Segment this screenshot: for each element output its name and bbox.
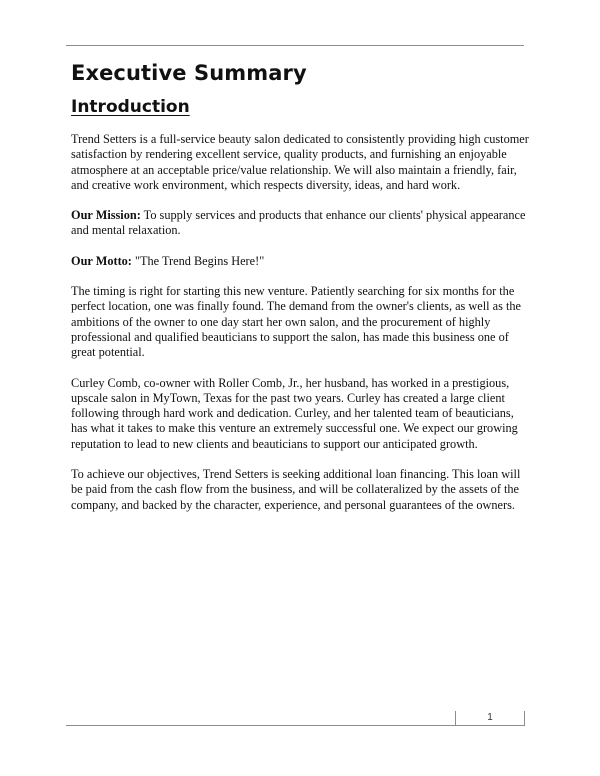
paragraph-text: The timing is right for starting this new venture. Patiently searching for six months for the perfect location, one was finally found. The demand from the owner's clients, as well as the ambitions of the owner to one day start her own salon, and the procurement of highly professional and qualified beauticians to support the salon, has made this business one of great potential. bbox=[71, 284, 522, 360]
footer-rule bbox=[66, 725, 456, 726]
paragraph-mission bbox=[71, 208, 531, 239]
mission-text: To supply services and products that enhance our clients' physical appearance and mental relaxation. bbox=[71, 208, 526, 238]
motto-label: Our Motto: bbox=[71, 253, 132, 268]
paragraph-text: Curley Comb, co-owner with Roller Comb, Jr., her husband, has worked in a prestigious, upscale salon in MyTown, Texas for the past two years. Curley has created a large client following through hard work and dedication. Curley, and her talented team of beauticians, has what it takes to make this venture an extremely successful one. We expect our growing reputation to lead to new clients and beauticians to support our anticipated growth. bbox=[71, 375, 518, 451]
paragraph-intro bbox=[71, 132, 531, 193]
paragraph-owners bbox=[71, 376, 531, 452]
paragraph-timing bbox=[71, 284, 531, 360]
paragraph-motto bbox=[71, 254, 531, 269]
paragraph-text: To achieve our objectives, Trend Setters is seeking additional loan financing. This loan will be paid from the cash flow from the business, and will be collateralized by the assets of the company, and backed by the character, experience, and personal guarantees of the owners. bbox=[71, 467, 521, 512]
document-title: Executive Summary bbox=[71, 61, 307, 85]
mission-label: Our Mission: bbox=[71, 208, 141, 223]
page-number: 1 bbox=[455, 711, 525, 726]
paragraph-objectives bbox=[71, 467, 531, 513]
motto-text: "The Trend Begins Here!" bbox=[131, 253, 265, 268]
section-heading: Introduction bbox=[71, 97, 190, 117]
paragraph-text: Trend Setters is a full-service beauty salon dedicated to consistently providing high customer satisfaction by rendering excellent service, quality products, and furnishing an enjoyable atmosphere at an acceptable price/value relationship. We will also maintain a friendly, fair, and creative work environment, which respects diversity, ideas, and hard work. bbox=[71, 132, 529, 192]
header-rule bbox=[66, 45, 524, 46]
page-content bbox=[71, 56, 531, 513]
